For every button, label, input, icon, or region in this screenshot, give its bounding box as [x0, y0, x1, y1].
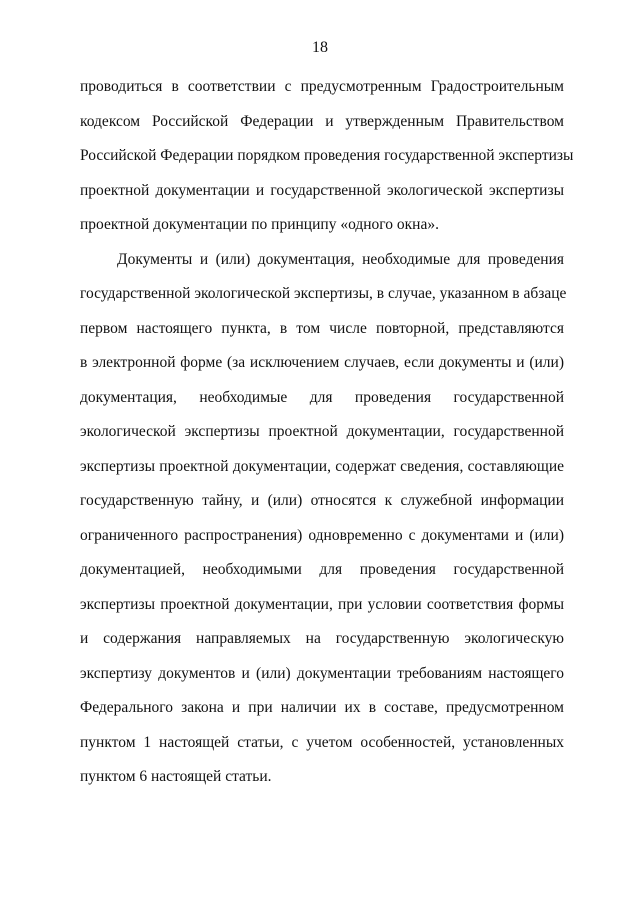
text-line: документацией, необходимыми для проведения государственной [80, 561, 564, 578]
text-line: государственной экологической экспертизы, в случае, указанном в абзаце [80, 285, 567, 302]
text-line: первом настоящего пункта, в том числе повторной, представляются [80, 319, 564, 337]
paragraph-2 [80, 243, 567, 795]
text-line: Документы и (или) документация, необходимые для проведения [117, 250, 564, 268]
text-line: государственную тайну, и (или) относятся к служебной информации [80, 492, 564, 509]
text-line: экспертизы проектной документации, содержат сведения, составляющие [80, 457, 564, 475]
text-line: проводиться в соответствии с предусмотренным Градостроительным [80, 78, 564, 95]
page-number: 18 [312, 39, 328, 56]
text-line: ограниченного распространения) одновременно с документами и (или) [80, 526, 564, 544]
text-line: пунктом 6 настоящей статьи. [80, 768, 272, 785]
text-line: пунктом 1 настоящей статьи, с учетом особенностей, установленных [80, 733, 564, 751]
text-line: экспертизы проектной документации, при условии соответствия формы [80, 595, 564, 613]
text-line: экологической экспертизы проектной документации, государственной [80, 423, 564, 440]
text-line: проектной документации и государственной экологической экспертизы [80, 181, 564, 199]
text-line: экспертизу документов и (или) документации требованиям настоящего [80, 664, 564, 682]
text-line: в электронной форме (за исключением случаев, если документы и (или) [80, 354, 564, 371]
text-line: Российской Федерации порядком проведения государственной экспертизы [80, 147, 574, 164]
document-body [80, 70, 574, 795]
text-line: Федерального закона и при наличии их в составе, предусмотренном [80, 699, 564, 716]
text-line: проектной документации по принципу «одного окна». [80, 216, 439, 233]
text-line: кодексом Российской Федерации и утвержденным Правительством [80, 112, 564, 130]
text-line: и содержания направляемых на государственную экологическую [80, 630, 564, 647]
paragraph-1 [80, 70, 574, 243]
text-line: документация, необходимые для проведения государственной [80, 388, 564, 406]
